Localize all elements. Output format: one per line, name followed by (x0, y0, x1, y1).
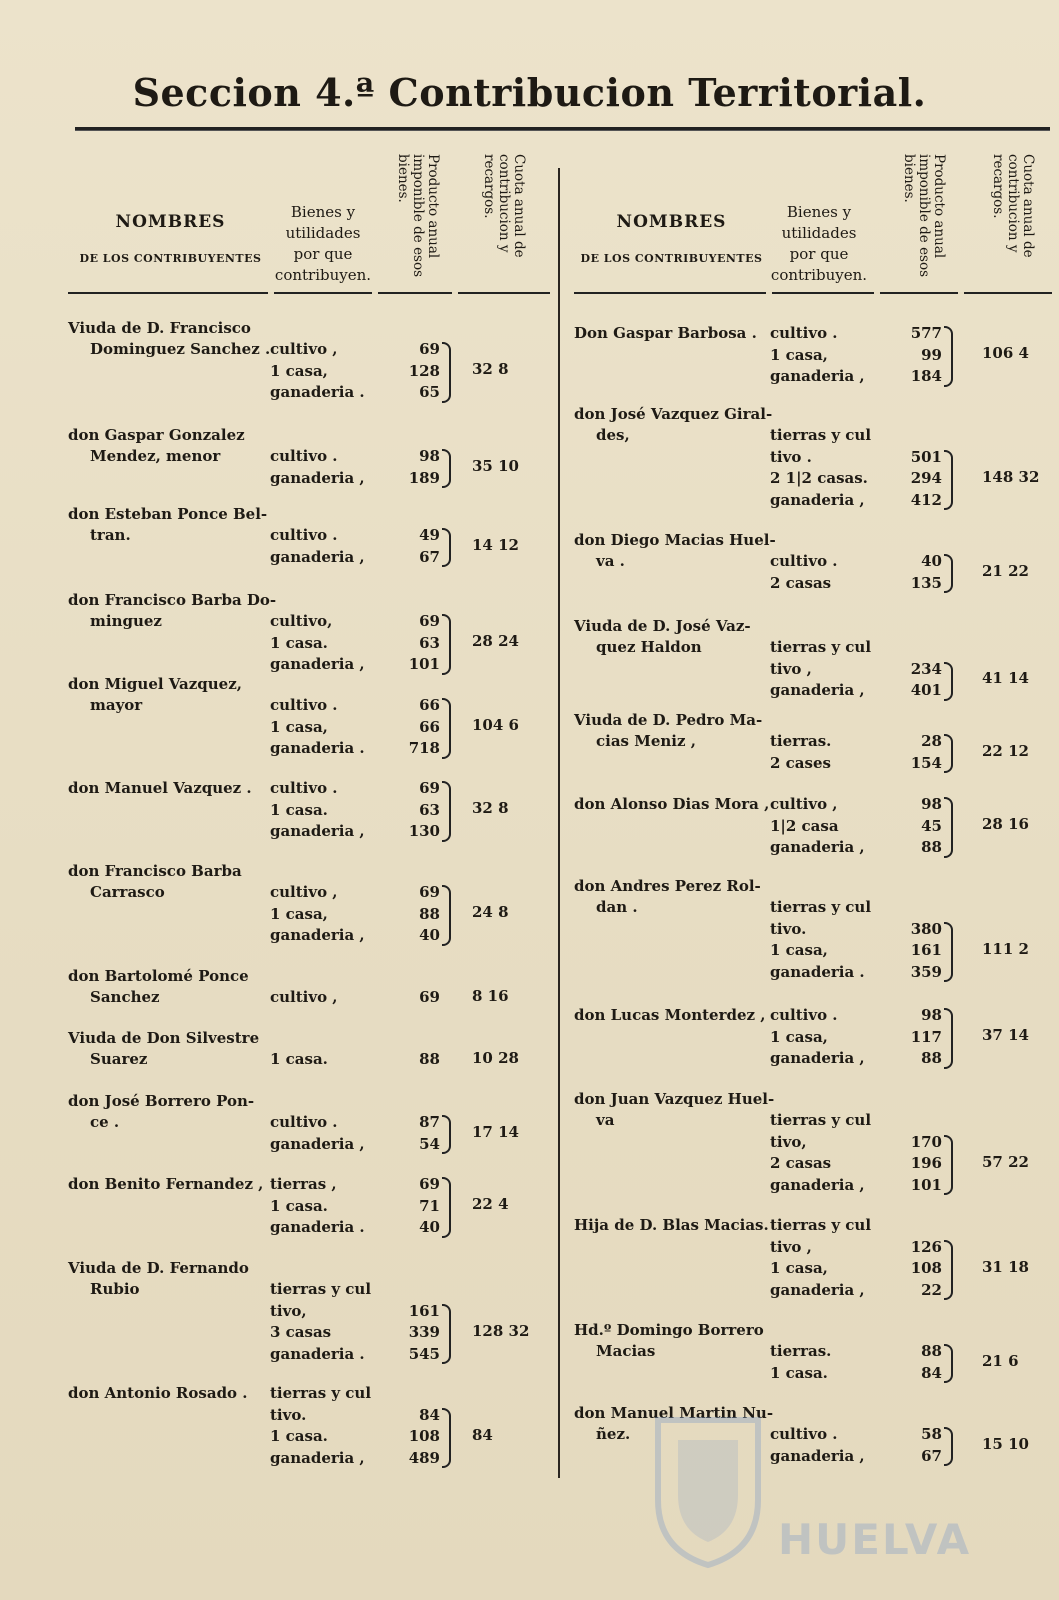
name-line: quez Haldon (596, 638, 702, 656)
brace-mark (944, 734, 953, 773)
property-item: 2 cases (770, 753, 831, 772)
property-item: tierras y cul (770, 426, 872, 444)
contributor-name (574, 323, 757, 344)
brace-mark (442, 449, 451, 488)
brace-mark (442, 528, 451, 567)
product-value: 69 (419, 779, 440, 797)
property-item: ganaderia , (770, 681, 865, 699)
header-nombres: NOMBRES (616, 212, 727, 232)
product-value: 88 (419, 1050, 440, 1068)
contributor-name (68, 425, 245, 467)
property-item: tivo , (770, 659, 812, 678)
quota-total: 35 10 (472, 456, 519, 475)
contributor-name (574, 616, 751, 658)
left-table (68, 150, 550, 1467)
contributor-name (68, 778, 252, 799)
brace-mark (944, 1135, 953, 1196)
product-value: 101 (408, 655, 440, 673)
product-value: 545 (408, 1344, 440, 1363)
property-item: ganaderia , (270, 822, 365, 840)
right-table (574, 150, 1052, 1465)
product-value: 88 (921, 1342, 942, 1360)
name-line: des, (596, 426, 630, 444)
property-item: 1|2 casa (770, 816, 839, 835)
property-item: ganaderia , (270, 1448, 365, 1467)
property-item: ganaderia , (270, 655, 365, 673)
product-value: 69 (419, 883, 440, 901)
brace-mark (944, 922, 953, 983)
name-line: Carrasco (90, 883, 165, 901)
name-line: don José Borrero Pon- (68, 1092, 255, 1110)
product-value: 67 (419, 547, 440, 566)
brace-mark (944, 326, 953, 387)
property-item: 1 casa, (270, 361, 328, 380)
name-line: don Esteban Ponce Bel- (68, 505, 268, 523)
property-item: 1 casa, (770, 941, 828, 959)
header-contribuyentes: DE LOS CONTRIBUYENTES (79, 252, 262, 265)
name-line: don Lucas Monterdez , (574, 1006, 766, 1024)
product-value: 359 (910, 962, 942, 981)
shield-icon (648, 1400, 768, 1570)
brace-mark (442, 698, 451, 759)
name-line: Hija de D. Blas Macias. (574, 1216, 769, 1234)
contributor-name (68, 590, 276, 632)
property-item: tivo. (270, 1405, 307, 1424)
property-item: ganaderia , (270, 468, 365, 487)
quota-total: 15 10 (982, 1434, 1029, 1453)
header-contribuyentes: DE LOS CONTRIBUYENTES (580, 252, 763, 265)
property-item: ganaderia , (770, 1446, 865, 1465)
product-value: 101 (910, 1175, 942, 1194)
name-line: dan . (596, 898, 638, 916)
product-value: 108 (910, 1259, 942, 1277)
property-item: tierras , (270, 1175, 337, 1193)
property-item: 1 casa. (270, 633, 328, 652)
property-item: 1 casa. (270, 800, 328, 819)
name-line: Viuda de D. José Vaz- (574, 617, 751, 635)
quota-total: 41 14 (982, 669, 1029, 687)
brace-mark (944, 662, 953, 701)
quota-total: 31 18 (982, 1257, 1029, 1276)
name-line: va (596, 1111, 615, 1129)
header-names (574, 212, 769, 265)
header-nombres: NOMBRES (115, 212, 226, 232)
product-value: 84 (921, 1363, 942, 1382)
name-line: Rubio (90, 1280, 140, 1298)
header-cuota: Cuota anual de contribucion y recargos. (990, 154, 1036, 258)
product-value: 577 (910, 324, 942, 342)
property-item: ganaderia . (270, 1218, 365, 1236)
brace-mark (944, 554, 953, 593)
product-value: 40 (921, 552, 942, 570)
name-line: Hd.º Domingo Borrero (574, 1321, 764, 1339)
quota-total: 22 12 (982, 741, 1029, 760)
product-value: 49 (419, 526, 440, 544)
property-item: 1 casa. (270, 1427, 328, 1445)
product-value: 196 (910, 1154, 942, 1172)
header-rule (68, 292, 550, 294)
product-value: 189 (408, 468, 440, 487)
property-item: ganaderia , (770, 367, 865, 385)
name-line: don Miguel Vazquez, (68, 675, 242, 693)
brace-mark (944, 797, 953, 858)
product-value: 63 (419, 633, 440, 652)
brace-mark (442, 1115, 451, 1154)
property-item: tivo , (770, 1237, 812, 1256)
name-line: Mendez, menor (90, 447, 221, 465)
property-item: tierras y cul (770, 638, 872, 656)
name-line: don Francisco Barba Do- (68, 591, 277, 609)
name-line: Viuda de D. Fernando (68, 1259, 249, 1277)
header-producto: Producto anual imponible de esos bienes. (395, 154, 441, 278)
name-line: ce . (90, 1113, 120, 1131)
name-line: Suarez (90, 1050, 148, 1068)
quota-total: 104 6 (472, 716, 519, 735)
property-item: 2 1|2 casas. (770, 469, 868, 487)
name-line: don Gaspar Gonzalez (68, 426, 245, 444)
column-separator (558, 168, 560, 1478)
contributor-name (68, 504, 267, 546)
property-item: ganaderia , (270, 926, 365, 944)
contributor-name (68, 674, 242, 716)
property-item: cultivo . (270, 1113, 338, 1131)
name-line: don Antonio Rosado . (68, 1384, 248, 1402)
name-line: don Benito Fernandez , (68, 1175, 264, 1193)
contributor-name (68, 1028, 259, 1070)
property-item: 3 casas (270, 1323, 332, 1341)
contributor-name (574, 794, 769, 815)
name-line: Viuda de D. Pedro Ma- (574, 711, 763, 729)
property-item: ganaderia , (770, 490, 865, 509)
watermark-text: HUELVA (778, 1515, 972, 1564)
header-bienes: Bienes y utilidades por que contribuyen. (770, 203, 868, 284)
product-value: 380 (910, 919, 942, 938)
product-value: 99 (921, 345, 942, 364)
name-line: Sanchez (90, 988, 160, 1006)
quota-total: 21 22 (982, 561, 1029, 580)
product-value: 154 (910, 753, 942, 772)
property-item: 1 casa, (770, 1027, 828, 1046)
property-item: 1 casa. (770, 1363, 828, 1382)
product-value: 161 (910, 941, 942, 959)
property-item: cultivo , (770, 795, 838, 813)
contributor-name (68, 1258, 249, 1300)
property-item: tierras y cul (770, 898, 872, 916)
property-item: cultivo . (270, 447, 338, 465)
header-rule (574, 292, 1052, 294)
product-value: 98 (419, 447, 440, 465)
property-item: ganaderia . (270, 739, 365, 757)
property-item: ganaderia , (770, 1280, 865, 1299)
product-value: 401 (910, 681, 942, 699)
product-value: 65 (419, 383, 440, 401)
header-cuota: Cuota anual de contribucion y recargos. (481, 154, 527, 258)
property-item: 2 casas (770, 573, 832, 592)
brace-mark (442, 614, 451, 675)
product-value: 170 (910, 1132, 942, 1151)
name-line: Viuda de D. Francisco (68, 319, 251, 337)
property-item: ganaderia , (770, 1175, 865, 1194)
brace-mark (944, 1008, 953, 1069)
product-value: 88 (419, 904, 440, 923)
quota-total: 8 16 (472, 986, 509, 1005)
property-item: 1 casa. (270, 1050, 328, 1068)
property-item: ganaderia . (270, 383, 365, 401)
product-value: 339 (408, 1323, 440, 1341)
contributor-name (68, 1174, 263, 1195)
name-line: Don Gaspar Barbosa . (574, 324, 757, 342)
quota-total: 32 8 (472, 360, 509, 379)
contributor-name (574, 710, 762, 752)
property-item: cultivo . (270, 526, 338, 544)
property-item: 1 casa. (270, 1196, 328, 1215)
product-value: 130 (408, 822, 440, 840)
name-line: don Manuel Vazquez . (68, 779, 252, 797)
product-value: 69 (419, 988, 440, 1006)
name-line: don José Vazquez Giral- (574, 405, 773, 423)
property-item: tivo. (770, 919, 807, 938)
quota-total: 57 22 (982, 1152, 1029, 1171)
name-line: don Alonso Dias Mora , (574, 795, 770, 813)
property-item: tierras y cul (270, 1384, 372, 1402)
product-value: 69 (419, 1175, 440, 1193)
property-item: ganaderia , (770, 1049, 865, 1067)
property-item: cultivo . (770, 1425, 838, 1443)
product-value: 67 (921, 1446, 942, 1465)
brace-mark (944, 450, 953, 511)
property-item: 1 casa, (270, 717, 328, 736)
property-item: tierras y cul (770, 1216, 872, 1234)
property-item: ganaderia , (770, 838, 865, 856)
name-line: minguez (90, 612, 162, 630)
contributor-name (574, 1215, 769, 1236)
brace-mark (442, 885, 451, 946)
property-item: tivo . (770, 447, 812, 466)
property-item: cultivo . (770, 1006, 838, 1024)
property-item: 1 casa, (770, 345, 828, 364)
product-value: 45 (921, 816, 942, 835)
product-value: 128 (408, 361, 440, 380)
product-value: 54 (419, 1134, 440, 1153)
contributor-name (68, 861, 242, 903)
contributor-name (68, 1383, 248, 1404)
quota-total: 24 8 (472, 903, 509, 922)
product-value: 28 (921, 732, 942, 750)
quota-total: 10 28 (472, 1048, 519, 1067)
product-value: 718 (408, 739, 440, 757)
product-value: 117 (910, 1027, 942, 1046)
name-line: don Bartolomé Ponce (68, 967, 249, 985)
brace-mark (944, 1344, 953, 1383)
product-value: 294 (910, 469, 942, 487)
name-line: cias Meniz , (596, 732, 696, 750)
header-names (68, 212, 273, 265)
table-header (574, 150, 1052, 298)
quota-total: 128 32 (472, 1321, 530, 1340)
property-item: 1 casa, (770, 1259, 828, 1277)
archive-watermark (648, 1400, 972, 1570)
brace-mark (442, 1304, 451, 1365)
product-value: 63 (419, 800, 440, 819)
product-value: 87 (419, 1113, 440, 1131)
product-value: 66 (419, 696, 440, 714)
property-item: cultivo . (770, 552, 838, 570)
property-item: ganaderia . (270, 1344, 365, 1363)
quota-total: 32 8 (472, 799, 509, 818)
product-value: 184 (910, 367, 942, 385)
product-value: 412 (910, 490, 942, 509)
quota-total: 14 12 (472, 535, 519, 554)
name-line: tran. (90, 526, 131, 544)
property-item: cultivo , (270, 988, 338, 1006)
property-item: ganaderia , (270, 1134, 365, 1153)
contributor-name (574, 404, 772, 446)
brace-mark (442, 342, 451, 403)
name-line: don Andres Perez Rol- (574, 877, 761, 895)
brace-mark (944, 1240, 953, 1301)
product-value: 135 (910, 573, 942, 592)
quota-total: 28 16 (982, 815, 1029, 834)
product-value: 88 (921, 838, 942, 856)
brace-mark (442, 781, 451, 842)
product-value: 71 (419, 1196, 440, 1215)
property-item: cultivo , (270, 883, 338, 901)
name-line: va . (596, 552, 625, 570)
property-item: ganaderia , (270, 547, 365, 566)
product-value: 40 (419, 926, 440, 944)
product-value: 69 (419, 612, 440, 630)
contributor-name (68, 1091, 254, 1133)
header-bienes: Bienes y utilidades por que contribuyen. (274, 203, 372, 284)
header-producto: Producto anual imponible de esos bienes. (901, 154, 947, 278)
quota-total: 111 2 (982, 939, 1029, 958)
quota-total: 106 4 (982, 344, 1029, 363)
product-value: 126 (910, 1237, 942, 1256)
quota-total: 148 32 (982, 467, 1040, 486)
table-header (68, 150, 550, 298)
property-item: tivo, (270, 1301, 307, 1320)
property-item: tierras y cul (270, 1280, 372, 1298)
contributor-name (574, 1320, 764, 1362)
property-item: 2 casas (770, 1154, 832, 1172)
quota-total: 28 24 (472, 632, 519, 651)
product-value: 489 (408, 1448, 440, 1467)
quota-total: 17 14 (472, 1122, 519, 1141)
product-value: 501 (910, 447, 942, 466)
property-item: cultivo , (270, 340, 338, 358)
product-value: 108 (408, 1427, 440, 1445)
property-item: cultivo . (270, 696, 338, 714)
product-value: 161 (408, 1301, 440, 1320)
brace-mark (442, 1177, 451, 1238)
property-item: cultivo . (270, 779, 338, 797)
property-item: tivo, (770, 1132, 807, 1151)
quota-total: 84 (472, 1425, 493, 1444)
property-item: ganaderia . (770, 962, 865, 981)
property-item: 1 casa, (270, 904, 328, 923)
name-line: don Juan Vazquez Huel- (574, 1090, 775, 1108)
name-line: Dominguez Sanchez . (90, 340, 271, 358)
product-value: 22 (921, 1280, 942, 1299)
property-item: cultivo . (770, 324, 838, 342)
property-item: cultivo, (270, 612, 333, 630)
name-line: mayor (90, 696, 143, 714)
product-value: 58 (921, 1425, 942, 1443)
product-value: 98 (921, 1006, 942, 1024)
name-line: don Manuel Martin Nu- (574, 1404, 774, 1422)
name-line: don Diego Macias Huel- (574, 531, 776, 549)
contributor-name (574, 1089, 774, 1131)
property-item: tierras. (770, 732, 832, 750)
contributor-name (68, 966, 249, 1008)
contributor-name (574, 530, 776, 572)
name-line: Macias (596, 1342, 656, 1360)
quota-total: 37 14 (982, 1026, 1029, 1045)
contributor-name (68, 318, 270, 360)
property-item: tierras y cul (770, 1111, 872, 1129)
brace-mark (442, 1408, 451, 1469)
product-value: 66 (419, 717, 440, 736)
name-line: don Francisco Barba (68, 862, 242, 880)
contributor-name (574, 1005, 765, 1026)
quota-total: 22 4 (472, 1195, 509, 1214)
product-value: 40 (419, 1218, 440, 1236)
product-value: 234 (910, 659, 942, 678)
title-rule (75, 127, 1050, 131)
name-line: ñez. (596, 1425, 631, 1443)
product-value: 88 (921, 1049, 942, 1067)
product-value: 69 (419, 340, 440, 358)
property-item: tierras. (770, 1342, 832, 1360)
product-value: 84 (419, 1405, 440, 1424)
section-title: Seccion 4.ª Contribucion Territorial. (132, 70, 927, 115)
name-line: Viuda de Don Silvestre (68, 1029, 260, 1047)
contributor-name (574, 876, 761, 918)
product-value: 98 (921, 795, 942, 813)
quota-total: 21 6 (982, 1351, 1019, 1370)
